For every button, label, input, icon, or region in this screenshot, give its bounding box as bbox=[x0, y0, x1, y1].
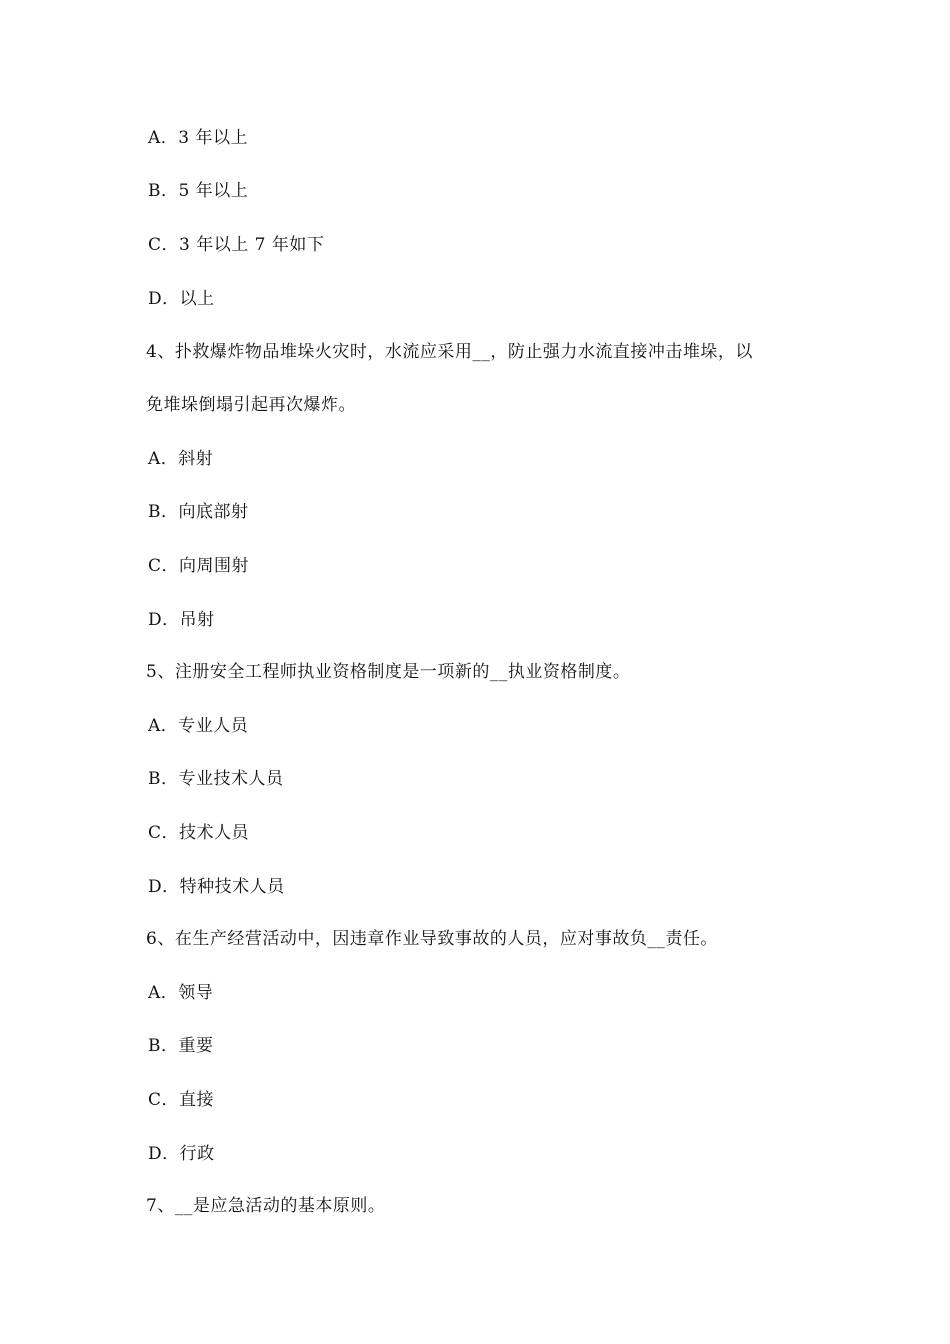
q6-option-a: A．领导 bbox=[148, 983, 214, 1003]
q3-option-b: B．5 年以上 bbox=[148, 181, 249, 201]
q4-option-b: B．向底部射 bbox=[148, 502, 249, 522]
q3-option-c: C．3 年以上 7 年如下 bbox=[148, 235, 325, 255]
q5-option-a: A．专业人员 bbox=[148, 716, 249, 736]
q4-stem-line2: 免堆垛倒塌引起再次爆炸。 bbox=[146, 395, 356, 415]
q5-stem: 5、注册安全工程师执业资格制度是一项新的__执业资格制度。 bbox=[146, 662, 631, 682]
q4-option-c: C．向周围射 bbox=[148, 556, 250, 576]
q6-stem: 6、在生产经营活动中，因违章作业导致事故的人员，应对事故负__责任。 bbox=[146, 929, 718, 949]
q6-option-b: B．重要 bbox=[148, 1036, 214, 1056]
q4-stem-line1: 4、扑救爆炸物品堆垛火灾时，水流应采用__，防止强力水流直接冲击堆垛，以 bbox=[146, 342, 753, 362]
q5-option-b: B．专业技术人员 bbox=[148, 769, 284, 789]
q3-option-d: D．以上 bbox=[148, 289, 215, 309]
q6-option-d: D．行政 bbox=[148, 1144, 215, 1164]
q6-option-c: C．直接 bbox=[148, 1090, 215, 1110]
q7-stem: 7、__是应急活动的基本原则。 bbox=[146, 1196, 386, 1216]
q4-option-d: D．吊射 bbox=[148, 610, 215, 630]
q5-option-d: D．特种技术人员 bbox=[148, 877, 285, 897]
q5-option-c: C．技术人员 bbox=[148, 823, 250, 843]
q4-option-a: A．斜射 bbox=[148, 449, 214, 469]
q3-option-a: A．3 年以上 bbox=[148, 128, 248, 148]
